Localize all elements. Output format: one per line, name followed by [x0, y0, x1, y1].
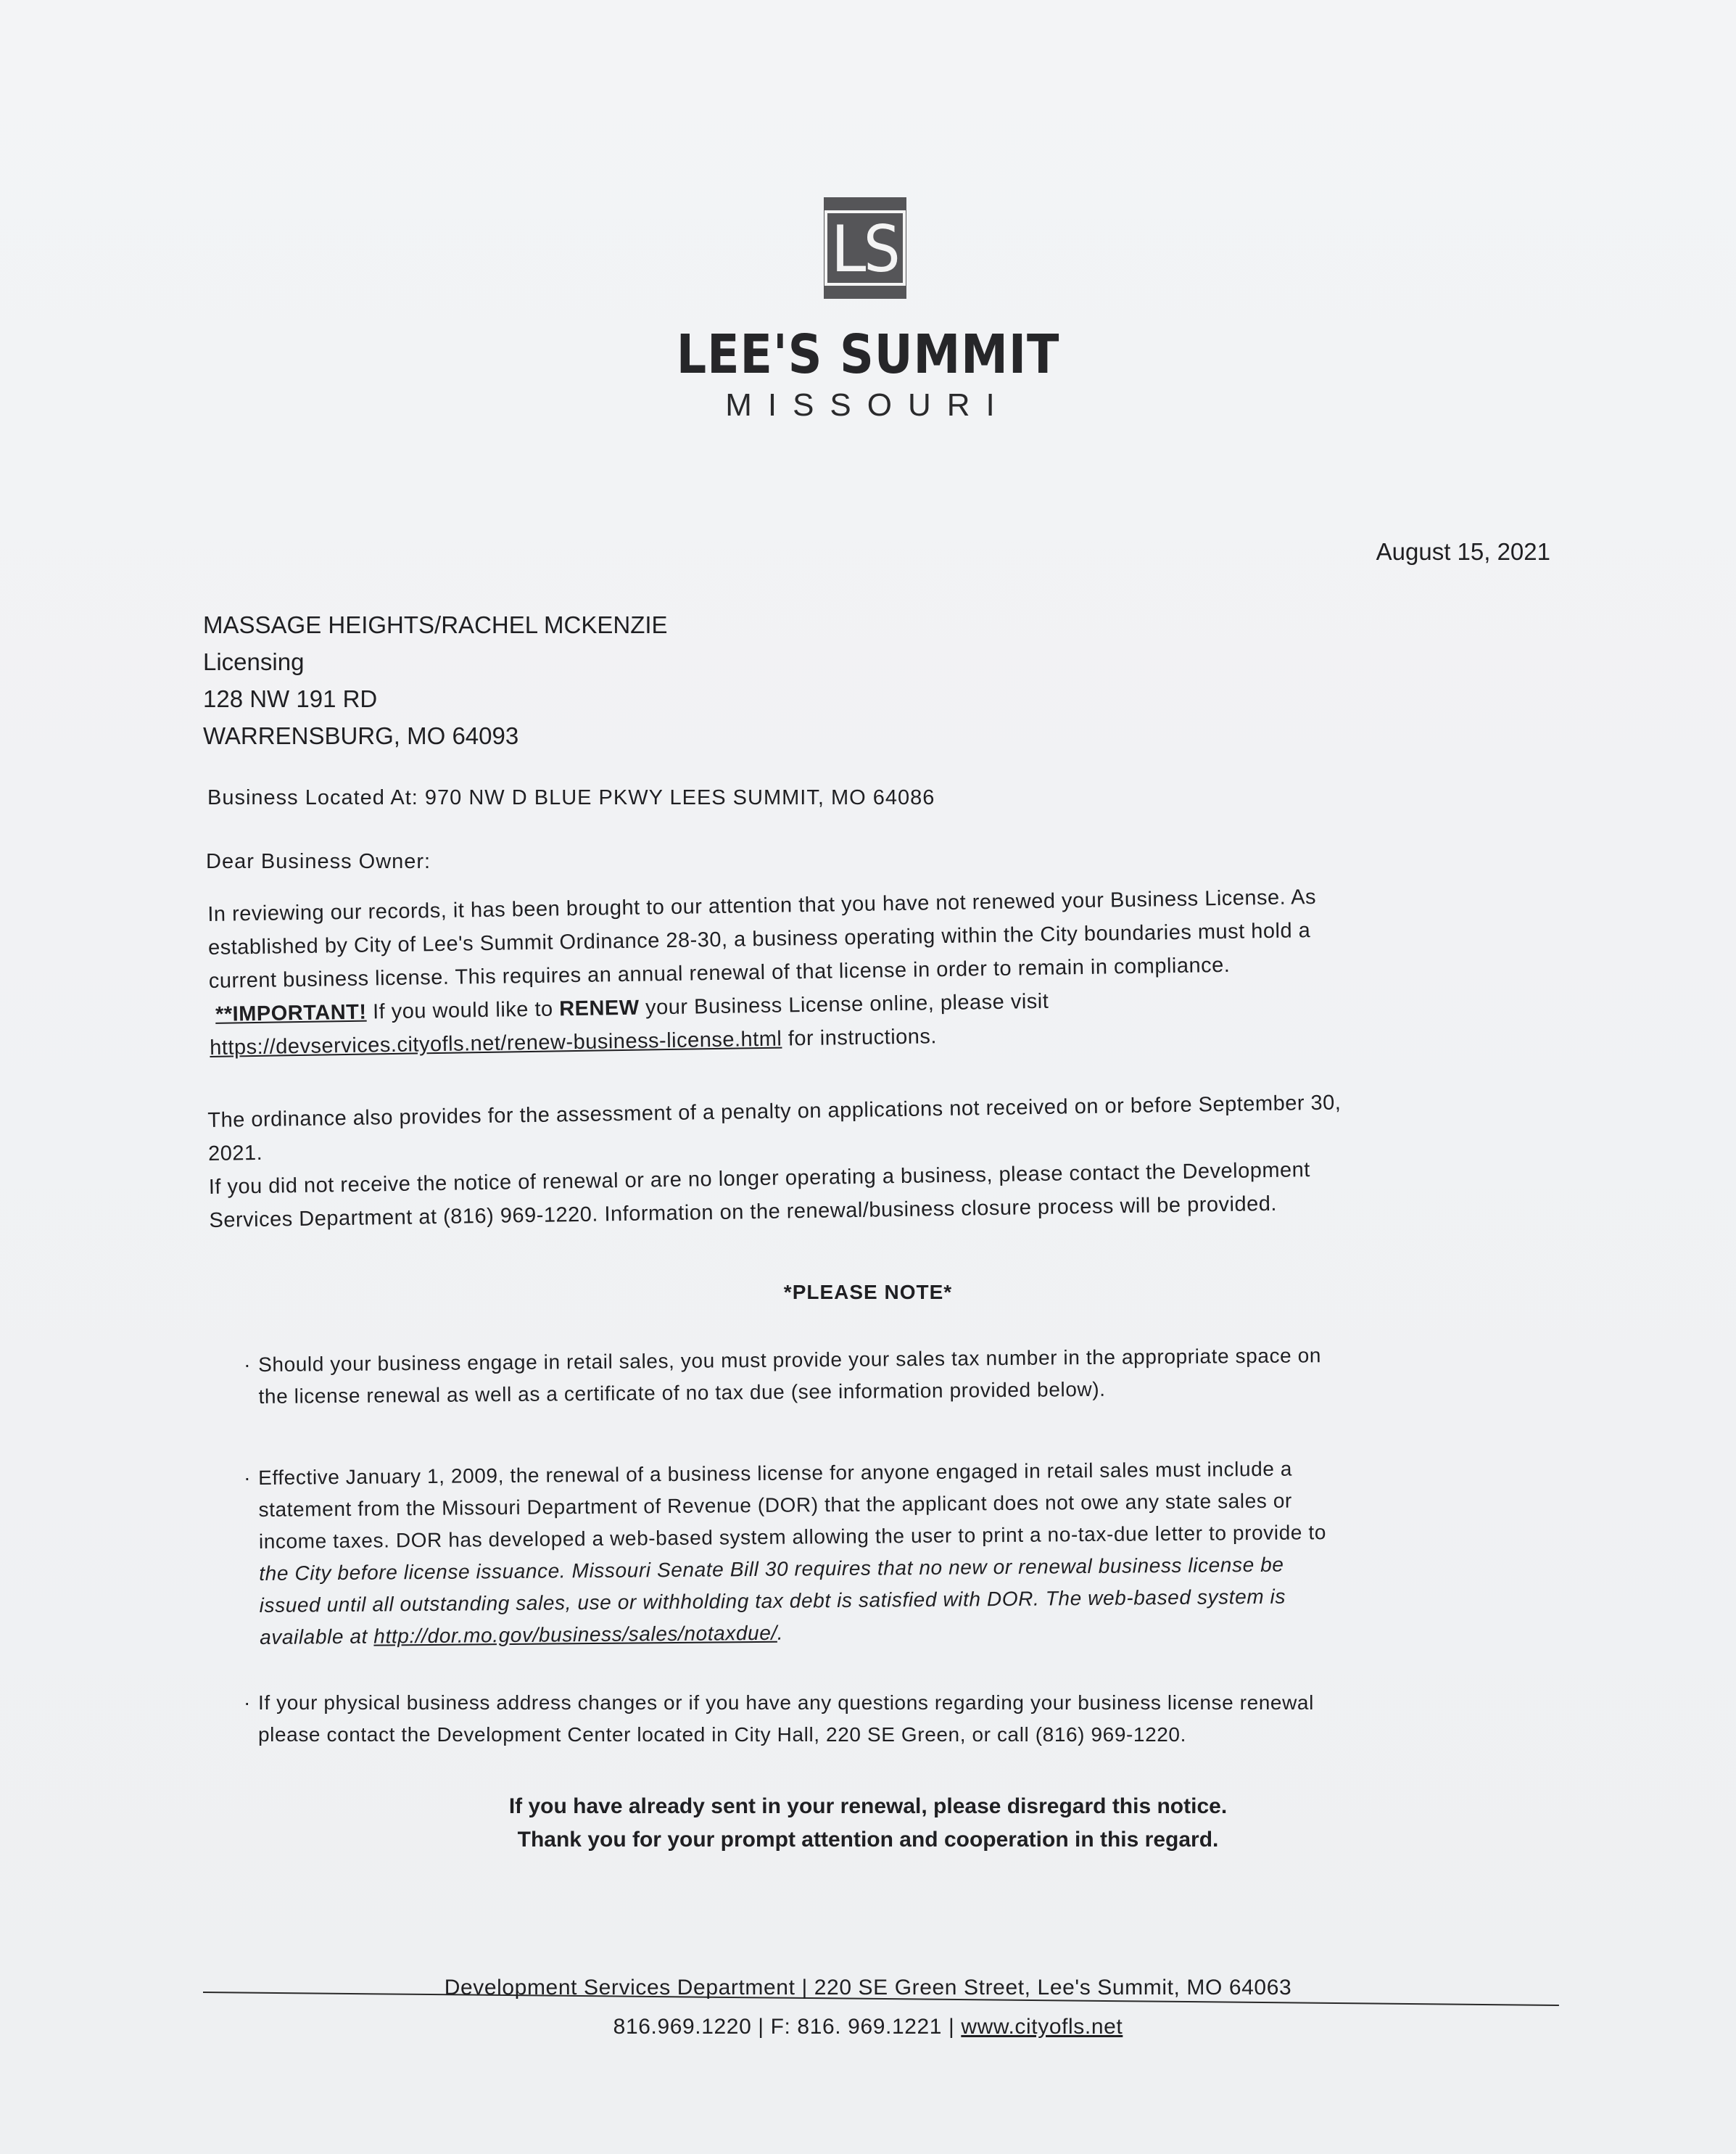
business-location [207, 786, 935, 810]
letter-date: August 15, 2021 [1376, 538, 1550, 565]
closing-statement [0, 1790, 1736, 1857]
recipient-dept: Licensing [203, 648, 305, 675]
bullet-line: please contact the Development Center located in City Hall, 220 SE Green, or call (816) 969-1220. [258, 1723, 1186, 1746]
bullet-line: income taxes. DOR has developed a web-based system allowing the user to print a no-tax-due letter to provide to [258, 1521, 1327, 1553]
paragraph-penalty [207, 1084, 1500, 1237]
important-pre: If you would like to [366, 997, 560, 1024]
paragraph-line: Services Department at (816) 969-1220. Information on the renewal/business closure process will be provided. [209, 1192, 1278, 1232]
paragraph-line: 2021. [207, 1141, 263, 1165]
city-logo [824, 197, 906, 299]
bullet-address-change [244, 1687, 1534, 1751]
paragraph-line: The ordinance also provides for the assessment of a penalty on applications not received on or before September 30, [207, 1091, 1342, 1132]
bullet-dot-icon: · [244, 1466, 252, 1490]
period: . [777, 1621, 784, 1644]
paragraph-line: If you did not receive the notice of renewal or are no longer operating a business, please contact the Development [208, 1158, 1311, 1199]
business-location-value: 970 NW D BLUE PKWY LEES SUMMIT, MO 64086 [424, 786, 935, 809]
available-at-label: available at [259, 1625, 374, 1648]
url-tail: for instructions. [782, 1025, 938, 1051]
salutation: Dear Business Owner: [206, 850, 431, 873]
paragraph-line: In reviewing our records, it has been brought to our attention that you have not renewed your Business License. As [207, 885, 1317, 926]
bullet-line: Effective January 1, 2009, the renewal of a business license for anyone engaged in retail sales must include a [258, 1457, 1293, 1489]
renew-word: RENEW [558, 996, 640, 1021]
important-post: your Business License online, please visit [639, 989, 1049, 1020]
renewal-link[interactable]: https://devservices.cityofls.net/renew-business-license.html [210, 1027, 782, 1060]
bullet-line: the City before license issuance. Missouri Senate Bill 30 requires that no new or renewal business license be [259, 1553, 1284, 1585]
bullet-dot-icon: · [244, 1691, 251, 1714]
recipient-name: MASSAGE HEIGHTS/RACHEL MCKENZIE [203, 611, 668, 638]
recipient-city: WARRENSBURG, MO 64093 [203, 722, 519, 749]
bullet-line: issued until all outstanding sales, use or withholding tax debt is satisfied with DOR. The web-based system is [259, 1585, 1286, 1617]
bullet-line: the license renewal as well as a certificate of no tax due (see information provided below). [258, 1377, 1106, 1408]
closing-line: Thank you for your prompt attention and cooperation in this regard. [517, 1828, 1219, 1852]
bullet-line: statement from the Missouri Department of Revenue (DOR) that the applicant does not owe any state sales or [258, 1489, 1293, 1521]
important-label: **IMPORTANT! [215, 1000, 367, 1026]
recipient-address [203, 606, 668, 754]
bullet-retail-sales [244, 1338, 1535, 1413]
footer-phone: 816.969.1220 | F: 816. 969.1221 | [613, 2015, 962, 2039]
bullet-dor-statement [244, 1451, 1536, 1654]
footer-website-link[interactable]: www.cityofls.net [961, 2015, 1123, 2039]
state-name: MISSOURI [725, 387, 1011, 423]
paragraph-line: current business license. This requires an annual renewal of that license in order to remain in compliance. [208, 953, 1231, 993]
bullet-line: Should your business engage in retail sales, you must provide your sales tax number in the appropriate space on [258, 1344, 1322, 1376]
footer-contact [0, 2015, 1736, 2039]
please-note-heading: *PLEASE NOTE* [783, 1281, 953, 1303]
recipient-street: 128 NW 191 RD [203, 685, 378, 712]
business-location-label: Business Located At: [207, 786, 418, 809]
paragraph-line: established by City of Lee's Summit Ordinance 28-30, a business operating within the City boundaries must hold a [207, 919, 1311, 960]
paragraph-renewal [207, 878, 1500, 1065]
bullet-line: If your physical business address changes or if you have any questions regarding your business license renewal [258, 1691, 1314, 1714]
logo-mark: LS [824, 210, 906, 286]
bullet-dot-icon: · [244, 1353, 252, 1377]
closing-line: If you have already sent in your renewal, please disregard this notice. [508, 1794, 1228, 1818]
dor-link[interactable]: http://dor.mo.gov/business/sales/notaxdue/ [373, 1621, 777, 1648]
city-name: LEE'S SUMMIT [676, 323, 1060, 386]
footer-address: Development Services Department | 220 SE Green Street, Lee's Summit, MO 64063 [444, 1976, 1292, 2000]
